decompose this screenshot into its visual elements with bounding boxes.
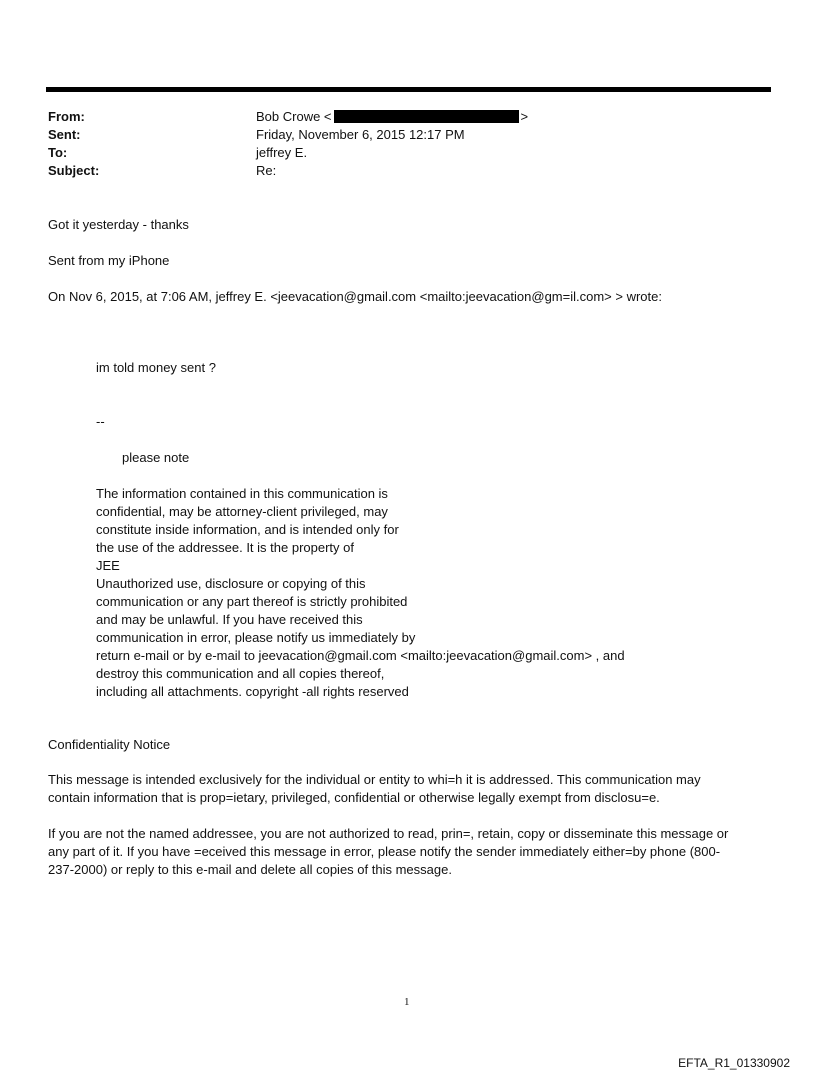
to-value: jeffrey E.: [256, 145, 308, 160]
confidentiality-title: Confidentiality Notice: [48, 737, 171, 752]
from-close: >: [520, 109, 529, 124]
disclaimer-line: return e-mail or by e-mail to jeevacation@gmail.com <mailto:jeevacation@gmail.com> , and: [96, 648, 625, 663]
from-label: From:: [48, 109, 85, 124]
confidentiality-line: contain information that is prop=ietary, privileged, confidential or otherwise legally exempt from disclosu=e.: [48, 790, 660, 805]
signature-text: Sent from my iPhone: [48, 253, 170, 268]
sent-value: Friday, November 6, 2015 12:17 PM: [256, 127, 465, 142]
disclaimer-line: JEE: [96, 558, 120, 573]
disclaimer-line: constitute inside information, and is intended only for: [96, 522, 399, 537]
page-number: 1: [404, 996, 410, 1008]
confidentiality-line: This message is intended exclusively for the individual or entity to whi=h it is addressed. This communication may: [48, 772, 701, 787]
quoted-message: im told money sent ?: [96, 360, 216, 375]
disclaimer-line: destroy this communication and all copies thereof,: [96, 666, 385, 681]
disclaimer-line: communication in error, please notify us immediately by: [96, 630, 416, 645]
confidentiality-line: If you are not the named addressee, you are not authorized to read, prin=, retain, copy or disseminate this message or: [48, 826, 729, 841]
from-value: [256, 108, 528, 126]
please-note: please note: [122, 450, 190, 465]
document-id: EFTA_R1_01330902: [678, 1056, 790, 1070]
disclaimer-line: The information contained in this communication is: [96, 486, 388, 501]
quote-intro: On Nov 6, 2015, at 7:06 AM, jeffrey E. <jeevacation@gmail.com <mailto:jeevacation@gm=il.com> > wrote:: [48, 289, 662, 304]
signature-separator: --: [96, 414, 105, 429]
sent-label: Sent:: [48, 127, 81, 142]
disclaimer-line: confidential, may be attorney-client privileged, may: [96, 504, 388, 519]
disclaimer-line: the use of the addressee. It is the property of: [96, 540, 354, 555]
disclaimer-line: Unauthorized use, disclosure or copying of this: [96, 576, 366, 591]
header-rule: [46, 87, 771, 92]
disclaimer-line: including all attachments. copyright -all rights reserved: [96, 684, 409, 699]
subject-label: Subject:: [48, 163, 100, 178]
disclaimer-line: and may be unlawful. If you have received this: [96, 612, 363, 627]
from-name: Bob Crowe <: [256, 109, 332, 124]
to-label: To:: [48, 145, 68, 160]
redaction-bar: [334, 110, 519, 123]
reply-text: Got it yesterday - thanks: [48, 217, 189, 232]
subject-value: Re:: [256, 163, 277, 178]
confidentiality-line: 237-2000) or reply to this e-mail and delete all copies of this message.: [48, 862, 452, 877]
disclaimer-line: communication or any part thereof is strictly prohibited: [96, 594, 408, 609]
confidentiality-line: any part of it. If you have =eceived this message in error, please notify the sender immediately either=by phone (800-: [48, 844, 721, 859]
